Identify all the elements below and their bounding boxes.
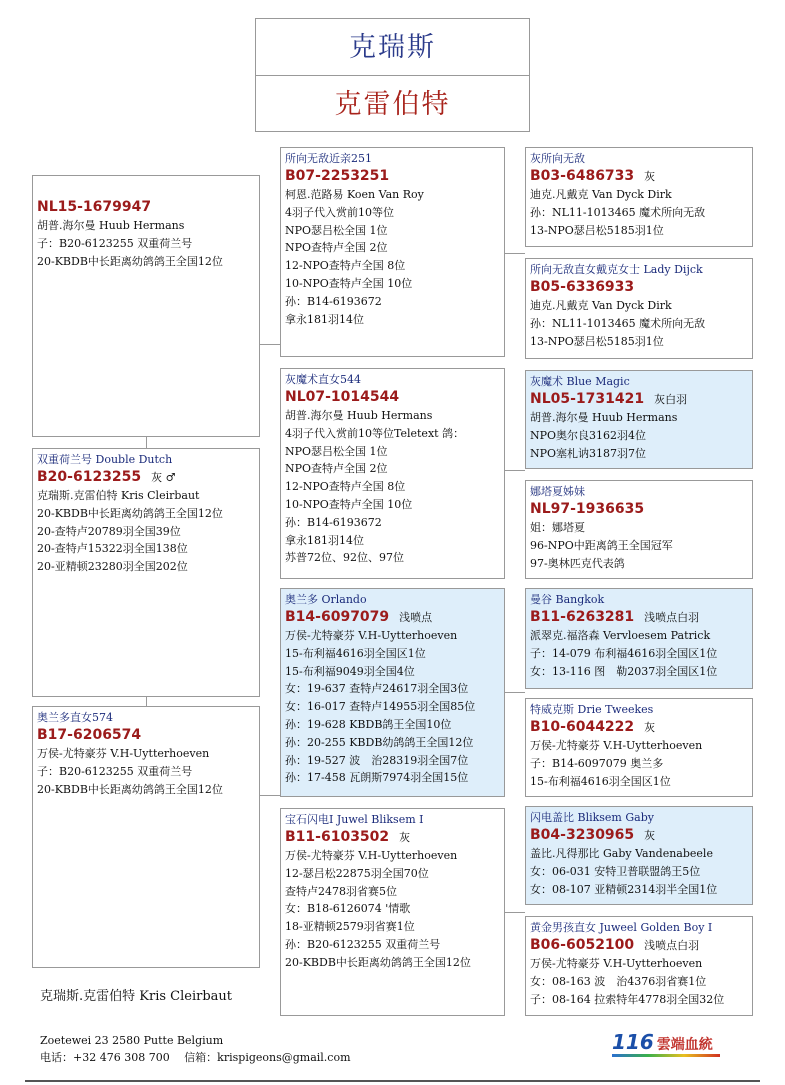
- sdd-card: [525, 480, 753, 579]
- dam-line-1: 子：B20-6123255 双重荷兰号: [37, 764, 193, 778]
- dss-line-1: 子：14-079 布利福4616羽全国区1位: [530, 646, 718, 660]
- dsd-line-0: 万侯-尤特豪芬 V.H-Uytterhoeven: [530, 739, 703, 752]
- ss-line-3: NPO查特卢全国 2位: [285, 241, 388, 255]
- ds-line-1: 15-布利福4616羽全国区1位: [285, 646, 426, 660]
- ds-line-6: 孙：20-255 KBDB幼鸽鸽王全国12位: [285, 735, 474, 749]
- sdd-name: 娜塔夏姊妹: [530, 485, 585, 498]
- sds-card: [525, 370, 753, 469]
- ds-ring-number: B14-6097079: [285, 609, 390, 625]
- ssd-card: [525, 258, 753, 359]
- connector-sire-grandparents: [259, 344, 280, 345]
- connector-dam-grandparents: [259, 795, 280, 796]
- dds-color: 灰: [644, 829, 656, 842]
- ssd-line-1: 孙：NL11-1013465 魔术所向无敌: [530, 316, 706, 330]
- ss-line-2: NPO瑟吕松全国 1位: [285, 223, 388, 237]
- dds-card: [525, 806, 753, 905]
- title-box: [255, 18, 530, 132]
- dsd-name: 特威克斯 Drie Tweekes: [530, 703, 654, 716]
- logo-text: 雲端血統: [656, 1037, 713, 1053]
- connector-ss: [504, 253, 525, 254]
- sds-line-2: NPO塞札讷3187羽7位: [530, 446, 647, 460]
- logo-underline: [612, 1054, 720, 1057]
- sdd-ring-number: NL97-1936635: [530, 501, 645, 517]
- dsd-line-2: 15-布利福4616羽全国区1位: [530, 774, 671, 788]
- sdd-line-2: 97-奥林匹克代表鸽: [530, 556, 625, 570]
- sss-line-2: 13-NPO瑟吕松5185羽1位: [530, 223, 664, 237]
- dd-name: 宝石闪电I Juwel Bliksem I: [285, 813, 424, 826]
- main-line-0: 克瑞斯.克雷伯特 Kris Cleirbaut: [37, 489, 200, 502]
- connector-dd: [504, 912, 525, 913]
- ds-line-5: 孙：19-628 KBDB鸽王全国10位: [285, 717, 452, 731]
- ddd-line-1: 女：08-163 波 治4376羽省赛1位: [530, 974, 707, 988]
- sire-card: [32, 175, 260, 437]
- footer-address: Zoetewei 23 2580 Putte Belgium: [40, 1034, 224, 1047]
- dds-line-2: 女：08-107 亚精顿2314羽半全国1位: [530, 882, 718, 896]
- dsd-line-1: 子：B14-6097079 奥兰多: [530, 756, 664, 770]
- sss-line-0: 迪克.凡戴克 Van Dyck Dirk: [530, 188, 672, 201]
- ds-line-8: 孙：17-458 瓦朗斯7974羽全国15位: [285, 771, 469, 785]
- ddd-ring-number: B06-6052100: [530, 937, 635, 953]
- ddd-line-0: 万侯-尤特豪芬 V.H-Uytterhoeven: [530, 957, 703, 970]
- main-line-2: 20-查特卢20789羽全国39位: [37, 524, 181, 538]
- sds-color: 灰白羽: [654, 393, 688, 406]
- dd-line-6: 20-KBDB中长距离幼鸽鸽王全国12位: [285, 955, 471, 969]
- ssd-ring-number: B05-6336933: [530, 279, 635, 295]
- sd-line-7: 拿永181羽14位: [285, 533, 364, 547]
- dss-line-2: 女：13-116 图 勒2037羽全国区1位: [530, 664, 718, 678]
- sire-sire-card: [280, 147, 505, 357]
- sd-line-4: 12-NPO查特卢全国 8位: [285, 480, 406, 494]
- dss-ring-number: B11-6263281: [530, 609, 635, 625]
- dds-name: 闪电盖比 Bliksem Gaby: [530, 811, 654, 824]
- dd-color: 灰: [399, 831, 411, 844]
- dam-ring-number: B17-6206574: [37, 727, 142, 743]
- sire-line-0: 胡普.海尔曼 Huub Hermans: [37, 219, 185, 232]
- ds-line-2: 15-布利福9049羽全国4位: [285, 664, 415, 678]
- ssd-line-2: 13-NPO瑟吕松5185羽1位: [530, 334, 664, 348]
- owner-name: 克瑞斯.克雷伯特 Kris Cleirbaut: [40, 989, 232, 1004]
- ss-line-5: 10-NPO查特卢全国 10位: [285, 276, 413, 290]
- ds-line-4: 女：16-017 查特卢14955羽全国85位: [285, 700, 476, 714]
- dds-line-0: 盖比.凡得那比 Gaby Vandenabeele: [530, 847, 713, 860]
- ddd-line-2: 子：08-164 拉索特年4778羽全国32位: [530, 992, 725, 1006]
- ssd-name: 所向无敌直女戴克女士 Lady Dijck: [530, 263, 703, 276]
- ds-line-3: 女：19-637 查特卢24617羽全国3位: [285, 682, 469, 696]
- connector-sd: [504, 470, 525, 471]
- main-color: 灰 ♂: [151, 471, 176, 484]
- bottom-rule: [25, 1080, 760, 1082]
- ds-line-0: 万侯-尤特豪芬 V.H-Uytterhoeven: [285, 629, 458, 642]
- sire-dam-card: [280, 368, 505, 579]
- sss-line-1: 孙：NL11-1013465 魔术所向无敌: [530, 205, 706, 219]
- dd-line-0: 万侯-尤特豪芬 V.H-Uytterhoeven: [285, 849, 458, 862]
- main-ring-number: B20-6123255: [37, 469, 142, 485]
- dam-line-2: 20-KBDB中长距离幼鸽鸽王全国12位: [37, 782, 223, 796]
- connector-sire-main: [146, 437, 147, 448]
- dd-ring-number: B11-6103502: [285, 829, 390, 845]
- dsd-color: 灰: [644, 721, 656, 734]
- sd-name: 灰魔术直女544: [285, 373, 361, 386]
- ddd-color: 浅喷点白羽: [644, 939, 700, 952]
- logo-number: 116: [612, 1030, 654, 1054]
- sss-card: [525, 147, 753, 247]
- ddd-card: [525, 916, 753, 1016]
- sd-line-6: 孙：B14-6193672: [285, 515, 382, 529]
- ss-ring-number: B07-2253251: [285, 168, 390, 184]
- sd-line-0: 胡普.海尔曼 Huub Hermans: [285, 409, 433, 422]
- dd-line-4: 18-亚精顿2579羽省赛1位: [285, 920, 415, 934]
- main-pigeon-name: 双重荷兰号 Double Dutch: [37, 453, 173, 466]
- sds-line-1: NPO奥尔良3162羽4位: [530, 428, 647, 442]
- dsd-ring-number: B10-6044222: [530, 719, 635, 735]
- owner-name-title: 克瑞斯: [256, 19, 529, 76]
- sd-line-1: 4羽子代入赏前10等位Teletext 鸽：: [285, 426, 465, 440]
- dds-line-1: 女：06-031 安特卫普联盟鸽王5位: [530, 864, 701, 878]
- dss-name: 曼谷 Bangkok: [530, 593, 605, 606]
- main-line-4: 20-亚精顿23280羽全国202位: [37, 560, 188, 574]
- footer-contact: 电话：+32 476 308 700 信箱：krispigeons@gmail.com: [40, 1051, 351, 1064]
- connector-main-dam: [146, 697, 147, 706]
- dam-line-0: 万侯-尤特豪芬 V.H-Uytterhoeven: [37, 747, 210, 760]
- dam-name: 奥兰多直女574: [37, 711, 113, 724]
- ss-name: 所向无敌近亲251: [285, 152, 372, 165]
- dam-sire-card: [280, 588, 505, 797]
- ssd-line-0: 迪克.凡戴克 Van Dyck Dirk: [530, 299, 672, 312]
- sss-color: 灰: [644, 170, 656, 183]
- dam-dam-card: [280, 808, 505, 1016]
- ss-line-4: 12-NPO查特卢全国 8位: [285, 259, 406, 273]
- sdd-line-1: 96-NPO中距离鸽王全国冠军: [530, 538, 673, 552]
- main-line-1: 20-KBDB中长距离幼鸽鸽王全国12位: [37, 506, 223, 520]
- dd-line-5: 孙：B20-6123255 双重荷兰号: [285, 937, 441, 951]
- owner-surname-title: 克雷伯特: [334, 89, 451, 120]
- sd-line-5: 10-NPO查特卢全国 10位: [285, 497, 413, 511]
- dss-color: 浅喷点白羽: [644, 611, 700, 624]
- main-line-3: 20-查特卢15322羽全国138位: [37, 542, 188, 556]
- main-pigeon-card: [32, 448, 260, 697]
- dds-ring-number: B04-3230965: [530, 827, 635, 843]
- dss-line-0: 派翠克.福洛森 Vervloesem Patrick: [530, 629, 711, 642]
- ss-line-1: 4羽子代入赏前10等位: [285, 205, 394, 219]
- dd-line-3: 女：B18-6126074 '情歌: [285, 902, 411, 916]
- connector-ds: [504, 692, 525, 693]
- sire-ring-number: NL15-1679947: [37, 199, 152, 215]
- sd-line-2: NPO瑟吕松全国 1位: [285, 444, 388, 458]
- dsd-card: [525, 698, 753, 797]
- sss-name: 灰所向无敌: [530, 152, 585, 165]
- ds-line-7: 孙：19-527 波 治28319羽全国7位: [285, 753, 469, 767]
- sd-line-3: NPO查特卢全国 2位: [285, 462, 388, 476]
- sd-ring-number: NL07-1014544: [285, 389, 400, 405]
- dss-card: [525, 588, 753, 689]
- sss-ring-number: B03-6486733: [530, 168, 635, 184]
- ds-name: 奥兰多 Orlando: [285, 593, 367, 606]
- dd-line-1: 12-瑟吕松22875羽全国70位: [285, 866, 429, 880]
- dam-card: [32, 706, 260, 968]
- dd-line-2: 查特卢2478羽省赛5位: [285, 884, 397, 898]
- ss-line-0: 柯恩.范路易 Koen Van Roy: [285, 188, 424, 201]
- sds-ring-number: NL05-1731421: [530, 391, 645, 407]
- sd-line-8: 苏普72位、92位、97位: [285, 551, 404, 565]
- ddd-name: 黄金男孩直女 Juweel Golden Boy I: [530, 921, 713, 934]
- sire-line-2: 20-KBDB中长距离幼鸽鸽王全国12位: [37, 254, 223, 268]
- ss-line-6: 孙：B14-6193672: [285, 294, 382, 308]
- sds-name: 灰魔术 Blue Magic: [530, 375, 630, 388]
- ds-color: 浅喷点: [399, 611, 433, 624]
- ss-line-7: 拿永181羽14位: [285, 312, 364, 326]
- logo: [612, 1030, 722, 1058]
- sdd-line-0: 姐：娜塔夏: [530, 521, 585, 534]
- sds-line-0: 胡普.海尔曼 Huub Hermans: [530, 411, 678, 424]
- sire-line-1: 子：B20-6123255 双重荷兰号: [37, 236, 193, 250]
